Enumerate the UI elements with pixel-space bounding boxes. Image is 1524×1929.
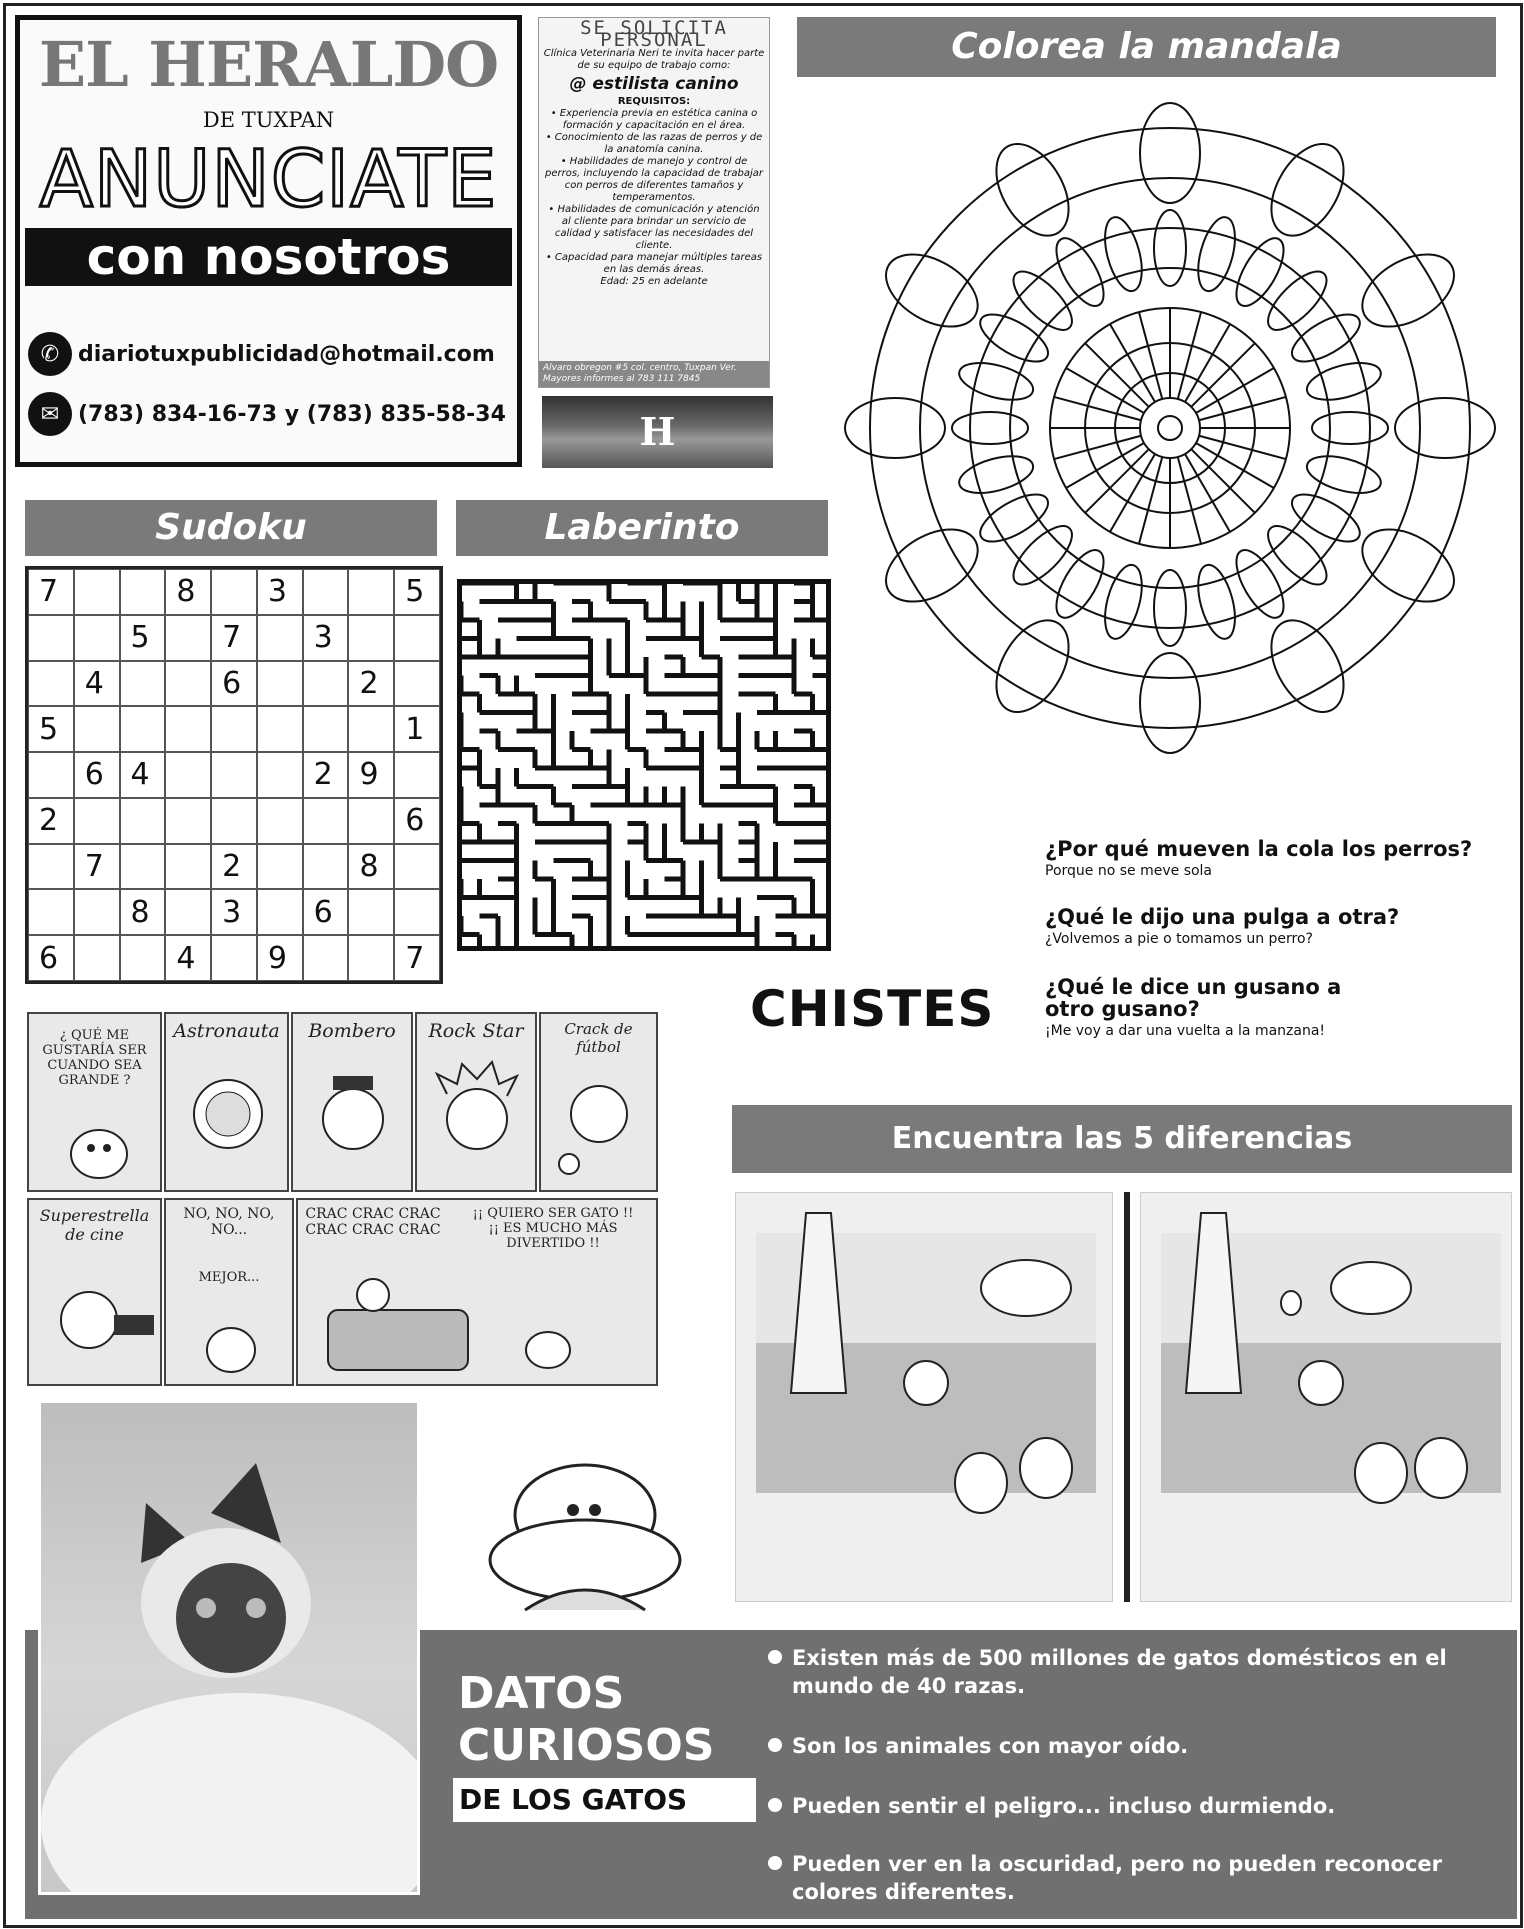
mandala-outer-petal: [874, 515, 991, 617]
ad-phones: (783) 834-16-73 y (783) 835-58-34: [78, 401, 506, 427]
sudoku-cell[interactable]: [165, 752, 211, 798]
mandala-spoke: [1199, 397, 1286, 420]
mandala-outer-petal: [1350, 515, 1467, 617]
mandala-outer-petal: [982, 132, 1084, 249]
sudoku-cell[interactable]: [348, 569, 394, 615]
mandala-petal: [1047, 543, 1113, 625]
mandala-petal: [1312, 412, 1388, 444]
sudoku-cell[interactable]: 7: [211, 615, 257, 661]
ad-email[interactable]: diariotuxpublicidad@hotmail.com: [78, 341, 495, 367]
mail-icon: ✉: [28, 392, 72, 436]
comic-caption: ¡¡ QUIERO SER GATO !! ¡¡ ES MUCHO MÁS DIVERTIDO !!: [472, 1206, 634, 1251]
sudoku-cell[interactable]: [74, 889, 120, 935]
mandala-petal: [1154, 570, 1186, 646]
comic-caption: Superestrella de cine: [39, 1206, 150, 1244]
sudoku-cell[interactable]: [303, 798, 349, 844]
sudoku-cell[interactable]: [348, 615, 394, 661]
ad-headline: ANUNCIATE: [39, 135, 498, 225]
sudoku-cell[interactable]: [165, 844, 211, 890]
sudoku-cell[interactable]: [394, 844, 440, 890]
mandala-outer-petal: [982, 608, 1084, 725]
sudoku-cell[interactable]: [120, 844, 166, 890]
joke-item: [1045, 906, 1505, 950]
comic-panel: [27, 1198, 162, 1386]
sudoku-cell[interactable]: [28, 661, 74, 707]
sudoku-cell[interactable]: [211, 798, 257, 844]
comic-panel: [291, 1012, 413, 1192]
sudoku-cell[interactable]: [257, 706, 303, 752]
comic-caption: MEJOR...: [198, 1270, 260, 1285]
sudoku-cell[interactable]: [165, 889, 211, 935]
mandala-outer-petal: [1257, 132, 1359, 249]
sudoku-cell[interactable]: [303, 844, 349, 890]
mandala-spoke: [1054, 436, 1141, 459]
job-requirement: • Experiencia previa en estética canina o formación y capacitación en el área.: [550, 108, 758, 131]
mandala-outer-petal: [1257, 608, 1359, 725]
sudoku-cell[interactable]: [74, 798, 120, 844]
job-requirement: • Habilidades de manejo y control de perros, incluyendo la capacidad de trabajar con perros de diferentes tamaños y temperamentos.: [545, 156, 763, 203]
bullet-icon: [768, 1738, 782, 1752]
mandala-petal: [1191, 561, 1242, 643]
sudoku-cell[interactable]: 6: [394, 798, 440, 844]
differences-divider: [1124, 1192, 1130, 1602]
sudoku-cell[interactable]: [211, 752, 257, 798]
sudoku-cell[interactable]: 3: [257, 569, 303, 615]
mandala-ring: [970, 228, 1370, 628]
sudoku-cell[interactable]: [394, 889, 440, 935]
job-notice: [538, 17, 770, 388]
sudoku-cell[interactable]: 7: [74, 844, 120, 890]
advertisement-box: [15, 15, 522, 467]
mandala-ring: [920, 178, 1420, 678]
sudoku-cell[interactable]: 5: [394, 569, 440, 615]
sudoku-cell[interactable]: [165, 706, 211, 752]
sudoku-cell[interactable]: [165, 661, 211, 707]
mandala-spoke: [1199, 436, 1286, 459]
joke-question: ¿Qué le dijo una pulga a otra?: [1045, 905, 1400, 929]
cat-fact-text: Existen más de 500 millones de gatos domésticos en el mundo de 40 razas.: [792, 1646, 1447, 1698]
sudoku-cell[interactable]: 8: [348, 844, 394, 890]
mandala-spoke: [1139, 457, 1162, 544]
mandala-spoke: [1178, 312, 1201, 399]
sudoku-cell[interactable]: [348, 706, 394, 752]
sudoku-cell[interactable]: 5: [28, 706, 74, 752]
sudoku-cell[interactable]: [28, 752, 74, 798]
cartoon-cat-illustration: [465, 1440, 705, 1630]
sudoku-cell[interactable]: 4: [74, 661, 120, 707]
mandala-outer-petal: [1395, 398, 1495, 458]
comic-caption: ¿ QUÉ ME GUSTARÍA SER CUANDO SEA GRANDE ?: [42, 1028, 147, 1088]
mandala-petal: [1303, 356, 1385, 407]
sudoku-cell[interactable]: [28, 615, 74, 661]
sudoku-cell[interactable]: [74, 569, 120, 615]
differences-image-right: [1140, 1192, 1512, 1602]
sudoku-cell[interactable]: [303, 706, 349, 752]
siamese-cat-photo: [38, 1400, 420, 1895]
mandala-petal: [1154, 210, 1186, 286]
phone-icon: ✆: [28, 332, 72, 376]
mandala-outer-petal: [1350, 240, 1467, 342]
sudoku-cell[interactable]: [257, 844, 303, 890]
sudoku-cell[interactable]: 9: [348, 752, 394, 798]
comic-caption: CRAC CRAC CRAC CRAC CRAC CRAC: [305, 1206, 441, 1238]
sudoku-cell[interactable]: [348, 889, 394, 935]
mandala-outer-petal: [874, 240, 991, 342]
sudoku-cell[interactable]: [120, 661, 166, 707]
comic-caption: Rock Star: [428, 1020, 524, 1042]
sudoku-cell[interactable]: [211, 935, 257, 981]
job-requirement: • Habilidades de comunicación y atención al cliente para brindar un servicio de calidad y satisfacer las necesidades del cliente.: [548, 204, 760, 251]
comic-caption: Crack de fútbol: [564, 1020, 633, 1056]
sudoku-cell[interactable]: [394, 752, 440, 798]
differences-image-left: [735, 1192, 1113, 1602]
sudoku-cell[interactable]: [120, 798, 166, 844]
cat-fact-text: Pueden ver en la oscuridad, pero no pueden reconocer colores diferentes.: [792, 1852, 1443, 1904]
maze-header: Laberinto: [456, 500, 828, 556]
joke-item: [1045, 976, 1375, 1042]
job-footer: [539, 361, 769, 387]
joke-item: [1045, 838, 1505, 882]
mandala-petal: [1191, 213, 1242, 295]
sudoku-cell[interactable]: [74, 706, 120, 752]
sudoku-cell[interactable]: 2: [28, 798, 74, 844]
sudoku-cell[interactable]: 7: [394, 935, 440, 981]
sudoku-cell[interactable]: 2: [303, 752, 349, 798]
maze-illustration: [457, 579, 831, 951]
sudoku-cell[interactable]: 8: [120, 889, 166, 935]
mandala-petal: [1285, 305, 1367, 371]
joke-answer: ¡Me voy a dar una vuelta a la manzana!: [1045, 1023, 1326, 1039]
sudoku-cell[interactable]: [165, 798, 211, 844]
mandala-ring: [1158, 416, 1182, 440]
newspaper-logo: H: [542, 396, 773, 468]
farmer-chickens-illustration: [1141, 1193, 1512, 1602]
sudoku-cell[interactable]: [257, 752, 303, 798]
mandala-petal: [955, 356, 1037, 407]
mandala-spoke: [1139, 312, 1162, 399]
job-age: Edad: 25 en adelante: [600, 276, 708, 287]
sudoku-cell[interactable]: 4: [165, 935, 211, 981]
mandala-petal: [1303, 449, 1385, 500]
sudoku-cell[interactable]: 4: [120, 752, 166, 798]
mandala-outer-petal: [1140, 653, 1200, 753]
sudoku-cell[interactable]: 2: [348, 661, 394, 707]
masthead-subtitle: DE TUXPAN: [202, 108, 335, 132]
sudoku-cell[interactable]: [211, 569, 257, 615]
cat-fact-item: [768, 1732, 1498, 1760]
job-role: @ estilista canino: [569, 74, 739, 94]
sudoku-cell[interactable]: 9: [257, 935, 303, 981]
sudoku-cell[interactable]: 5: [120, 615, 166, 661]
mandala-outer-petal: [845, 398, 945, 458]
mandala-petal: [1227, 231, 1293, 313]
sudoku-cell[interactable]: [211, 706, 257, 752]
sudoku-cell[interactable]: [28, 844, 74, 890]
comic-panel: [539, 1012, 658, 1192]
mandala-outer-petal: [1140, 103, 1200, 203]
sudoku-cell[interactable]: 6: [211, 661, 257, 707]
newspaper-masthead: EL HERALDO: [38, 28, 499, 101]
mandala-petal: [955, 449, 1037, 500]
cat-fact-item: [768, 1644, 1498, 1700]
sudoku-cell[interactable]: [303, 935, 349, 981]
sudoku-cell[interactable]: 6: [28, 935, 74, 981]
comic-panel: [415, 1012, 537, 1192]
sudoku-grid[interactable]: [25, 566, 443, 984]
cat-facts-title: [458, 1668, 714, 1772]
mandala-petal: [1285, 485, 1367, 551]
mandala-petal: [952, 412, 1028, 444]
job-address: Alvaro obregon #5 col. centro, Tuxpan Ver.: [543, 363, 737, 373]
sudoku-cell[interactable]: [394, 615, 440, 661]
sudoku-cell[interactable]: [257, 798, 303, 844]
mandala-header: Colorea la mandala: [797, 17, 1496, 77]
comic-caption: Bombero: [308, 1020, 396, 1042]
bullet-icon: [768, 1650, 782, 1664]
sudoku-cell[interactable]: [394, 661, 440, 707]
bullet-icon: [768, 1798, 782, 1812]
sudoku-cell[interactable]: 7: [28, 569, 74, 615]
sudoku-cell[interactable]: [303, 569, 349, 615]
sudoku-cell[interactable]: [120, 569, 166, 615]
sudoku-cell[interactable]: [348, 935, 394, 981]
comic-panel: [296, 1198, 658, 1386]
joke-question: ¿Por qué mueven la cola los perros?: [1045, 837, 1473, 861]
farmer-chickens-illustration: [736, 1193, 1113, 1602]
mandala-petal: [973, 485, 1055, 551]
cat-fact-item: [768, 1850, 1498, 1906]
sudoku-cell[interactable]: [257, 615, 303, 661]
cat-facts-subtitle: DE LOS GATOS: [453, 1778, 756, 1822]
mandala-illustration: [835, 88, 1505, 778]
joke-question: ¿Qué le dice un gusano a otro gusano?: [1045, 975, 1342, 1021]
sudoku-cell[interactable]: 3: [211, 889, 257, 935]
sudoku-cell[interactable]: 2: [211, 844, 257, 890]
comic-caption: NO, NO, NO, NO...: [183, 1206, 275, 1238]
cat-facts-title-line2: CURIOSOS: [458, 1720, 715, 1771]
cat-fact-text: Son los animales con mayor oído.: [792, 1734, 1189, 1758]
sudoku-cell[interactable]: [120, 706, 166, 752]
mandala-petal: [1098, 213, 1149, 295]
cat-fact-item: [768, 1792, 1498, 1820]
sudoku-cell[interactable]: 8: [165, 569, 211, 615]
sudoku-cell[interactable]: [74, 935, 120, 981]
job-intro: Clínica Veterinaria Neri te invita hacer parte de su equipo de trabajo como:: [543, 48, 765, 71]
mandala-petal: [1047, 231, 1113, 313]
sudoku-cell[interactable]: [257, 661, 303, 707]
mandala-petal: [973, 305, 1055, 371]
sudoku-cell[interactable]: [165, 615, 211, 661]
sudoku-header: Sudoku: [25, 500, 437, 556]
joke-answer: ¿Volvemos a pie o tomamos un perro?: [1045, 931, 1313, 947]
sudoku-cell[interactable]: [28, 889, 74, 935]
job-requirements-title: REQUISITOS:: [617, 96, 691, 107]
sudoku-cell[interactable]: [303, 661, 349, 707]
bullet-icon: [768, 1856, 782, 1870]
cat-photo-illustration: [41, 1403, 420, 1895]
mandala-petal: [1227, 543, 1293, 625]
sudoku-cell[interactable]: [348, 798, 394, 844]
job-info: Mayores informes al 783 111 7845: [543, 374, 701, 384]
jokes-title: CHISTES: [750, 980, 995, 1038]
ad-phone-row: [28, 390, 512, 438]
ad-email-row: [28, 330, 512, 378]
cat-fact-text: Pueden sentir el peligro... incluso durmiendo.: [792, 1794, 1336, 1818]
sudoku-cell[interactable]: [120, 935, 166, 981]
sudoku-cell[interactable]: 6: [74, 752, 120, 798]
mandala-ring: [870, 128, 1470, 728]
ad-subheadline: con nosotros: [25, 228, 512, 286]
mandala-spoke: [1054, 397, 1141, 420]
cat-facts-title-line1: DATOS: [458, 1668, 625, 1719]
job-requirement: • Conocimiento de las razas de perros y de la anatomía canina.: [545, 132, 763, 155]
job-heading: SE SOLICITA PERSONAL: [580, 17, 728, 51]
sudoku-cell[interactable]: 3: [303, 615, 349, 661]
differences-header: Encuentra las 5 diferencias: [732, 1105, 1512, 1173]
comic-panel: [164, 1012, 289, 1192]
job-requirement: • Capacidad para manejar múltiples tareas en las demás áreas.: [545, 252, 763, 275]
joke-answer: Porque no se meve sola: [1045, 863, 1213, 879]
mandala-petal: [1098, 561, 1149, 643]
sudoku-cell[interactable]: [74, 615, 120, 661]
sudoku-cell[interactable]: 1: [394, 706, 440, 752]
mandala-ring: [1140, 398, 1200, 458]
comic-caption: Astronauta: [173, 1020, 280, 1042]
sudoku-cell[interactable]: 6: [303, 889, 349, 935]
comic-panel: [164, 1198, 294, 1386]
mandala-spoke: [1178, 457, 1201, 544]
sudoku-cell[interactable]: [257, 889, 303, 935]
comic-panel: [27, 1012, 162, 1192]
